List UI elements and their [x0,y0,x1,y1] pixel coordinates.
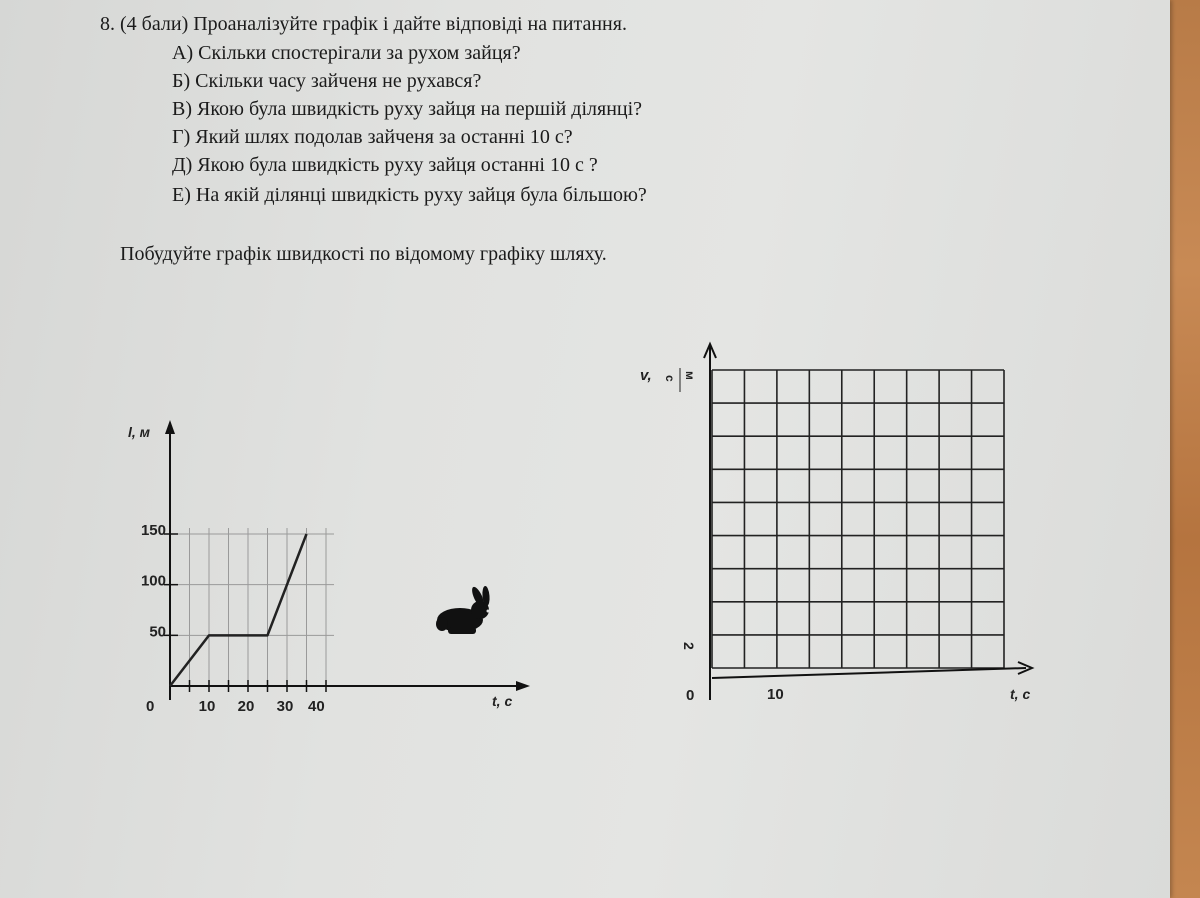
chart2-xlabel: t, c [1010,686,1031,702]
chart2-xtick-0: 0 [686,687,695,704]
chart1-xtick-label: 30 [276,698,294,715]
chart1-series [170,534,307,686]
chart1-distance-line [170,534,307,686]
chart2-ytick-2: 2 [681,642,697,650]
chart1-ytick-label: 150 [140,522,166,539]
chart2-ylabel: v, [640,367,652,384]
chart2-xtick-10: 10 [767,686,784,703]
chart1-axes [165,420,530,700]
question-d: Г) Який шлях подолав зайченя за останні 10 с? [172,126,573,148]
chart2-axes [704,344,1032,700]
chart1-ytick-label: 100 [140,572,166,590]
rabbit-icon [436,585,490,634]
chart1-x-arrow [516,681,530,691]
chart1-y-arrow [165,420,175,434]
wooden-table-edge [1166,0,1200,898]
task-heading: 8. (4 бали) Проаналізуйте графік і дайте відповіді на питання. [100,13,627,35]
question-e: Д) Якою була швидкість руху зайця останні 10 с ? [172,154,598,176]
question-c: В) Якою була швидкість руху зайця на першій ділянці? [172,98,643,120]
chart2-ylabel-unit [663,368,697,392]
question-b: Б) Скільки часу зайченя не рухався? [172,70,482,92]
chart1-ylabel: l, м [128,424,151,440]
question-f: Е) На якій ділянці швидкість руху зайця була більшою? [172,184,647,206]
instruction: Побудуйте графік швидкості по відомому графіку шляху. [120,243,607,265]
chart2-x-axis [712,668,1026,678]
question-a: А) Скільки спостерігали за рухом зайця? [172,42,521,64]
chart1-xtick-label: 40 [308,698,325,715]
chart1-ytick-label: 50 [149,623,166,641]
chart1-xtick-label: 20 [237,698,255,715]
chart1-origin-label: 0 [146,698,155,715]
velocity-time-grid [635,340,1055,710]
chart1-xtick-label: 10 [198,698,216,715]
chart1-xlabel: t, c [492,693,513,709]
svg-text:м: м [683,371,697,380]
chart1-grid [170,528,334,686]
svg-text:c: c [663,375,677,382]
distance-time-chart [110,405,540,725]
chart2-grid [712,370,1004,668]
